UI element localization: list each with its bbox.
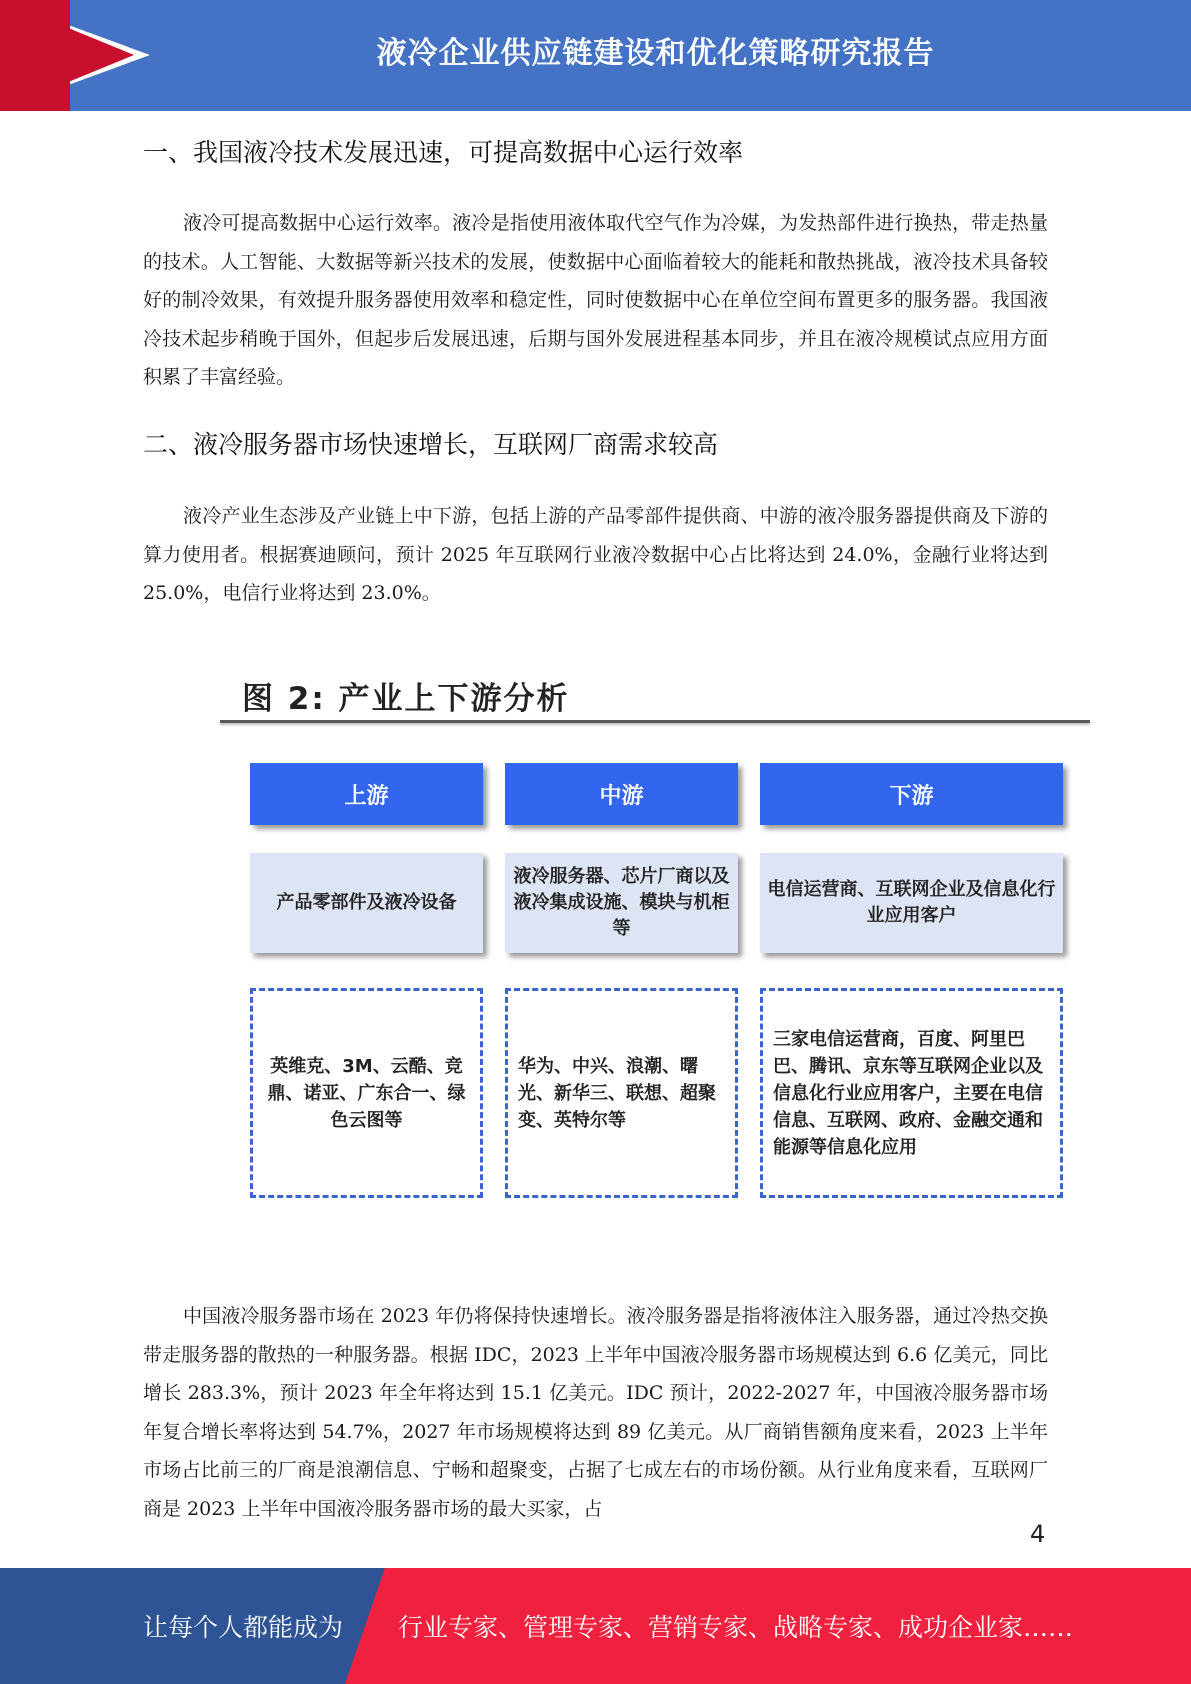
section-3-paragraph <box>143 1297 1048 1528</box>
footer-slogan-left: 让每个人都能成为 <box>143 1613 344 1642</box>
downstream-description: 电信运营商、互联网企业及信息化行业应用客户 <box>760 853 1063 953</box>
page-number: 4 <box>1030 1520 1046 1548</box>
section-2-heading: 二、液冷服务器市场快速增长，互联网厂商需求较高 <box>143 430 719 459</box>
midstream-examples: 华为、中兴、浪潮、曙光、新华三、联想、超聚变、英特尔等 <box>505 988 738 1198</box>
section-2-text: 液冷产业生态涉及产业链上中下游，包括上游的产品零部件提供商、中游的液冷服务器提供商及下游的算力使用者。根据赛迪顾问，预计 2025 年互联网行业液冷数据中心占比将达到 24.0%，金融行业将达到 25.0%，电信行业将达到 23.0%。 <box>143 505 1048 604</box>
header-red-arrow <box>0 0 134 110</box>
section-1-heading: 一、我国液冷技术发展迅速，可提高数据中心运行效率 <box>143 138 744 167</box>
section-2-paragraph <box>143 497 1048 613</box>
upstream-header: 上游 <box>250 763 483 825</box>
upstream-examples: 英维克、3M、云酷、竞鼎、诺亚、广东合一、绿色云图等 <box>250 988 483 1198</box>
midstream-description: 液冷服务器、芯片厂商以及液冷集成设施、模块与机柜等 <box>505 853 738 953</box>
section-1-paragraph <box>143 204 1048 397</box>
midstream-header: 中游 <box>505 763 738 825</box>
industry-chain-figure <box>220 648 1090 1208</box>
upstream-description: 产品零部件及液冷设备 <box>250 853 483 953</box>
downstream-header: 下游 <box>760 763 1063 825</box>
header-banner <box>0 0 1191 111</box>
footer-banner <box>0 1568 1191 1684</box>
section-1-text: 液冷可提高数据中心运行效率。液冷是指使用液体取代空气作为冷媒，为发热部件进行换热，带走热量的技术。人工智能、大数据等新兴技术的发展，使数据中心面临着较大的能耗和散热挑战，液冷技术具备较好的制冷效果，有效提升服务器使用效率和稳定性，同时使数据中心在单位空间布置更多的服务器。我国液冷技术起步稍晚于国外，但起步后发展迅速，后期与国外发展进程基本同步，并且在液冷规模试点应用方面积累了丰富经验。 <box>143 212 1048 388</box>
figure-title: 图 2: 产业上下游分析 <box>242 681 570 717</box>
downstream-examples: 三家电信运营商，百度、阿里巴巴、腾讯、京东等互联网企业以及信息化行业应用客户，主要在电信信息、互联网、政府、金融交通和能源等信息化应用 <box>760 988 1063 1198</box>
section-3-text: 中国液冷服务器市场在 2023 年仍将保持快速增长。液冷服务器是指将液体注入服务器，通过冷热交换带走服务器的散热的一种服务器。根据 IDC，2023 上半年中国液冷服务器市场规模达到 6.6 亿美元，同比增长 283.3%，预计 2023 年全年将达到 15.1 亿美元。IDC 预计，2022-2027 年，中国液冷服务器市场年复合增长率将达到 54.7%，2027 年市场规模将达到 89 亿美元。从厂商销售额角度来看，2023 上半年市场占比前三的厂商是浪潮信息、宁畅和超聚变，占据了七成左右的市场份额。从行业角度来看，互联网厂商是 2023 上半年中国液冷服务器市场的最大买家，占 <box>143 1305 1048 1520</box>
footer-slogan-right: 行业专家、管理专家、营销专家、战略专家、成功企业家…… <box>398 1613 1074 1642</box>
document-title: 液冷企业供应链建设和优化策略研究报告 <box>376 36 935 71</box>
figure-title-rule <box>220 720 1090 723</box>
